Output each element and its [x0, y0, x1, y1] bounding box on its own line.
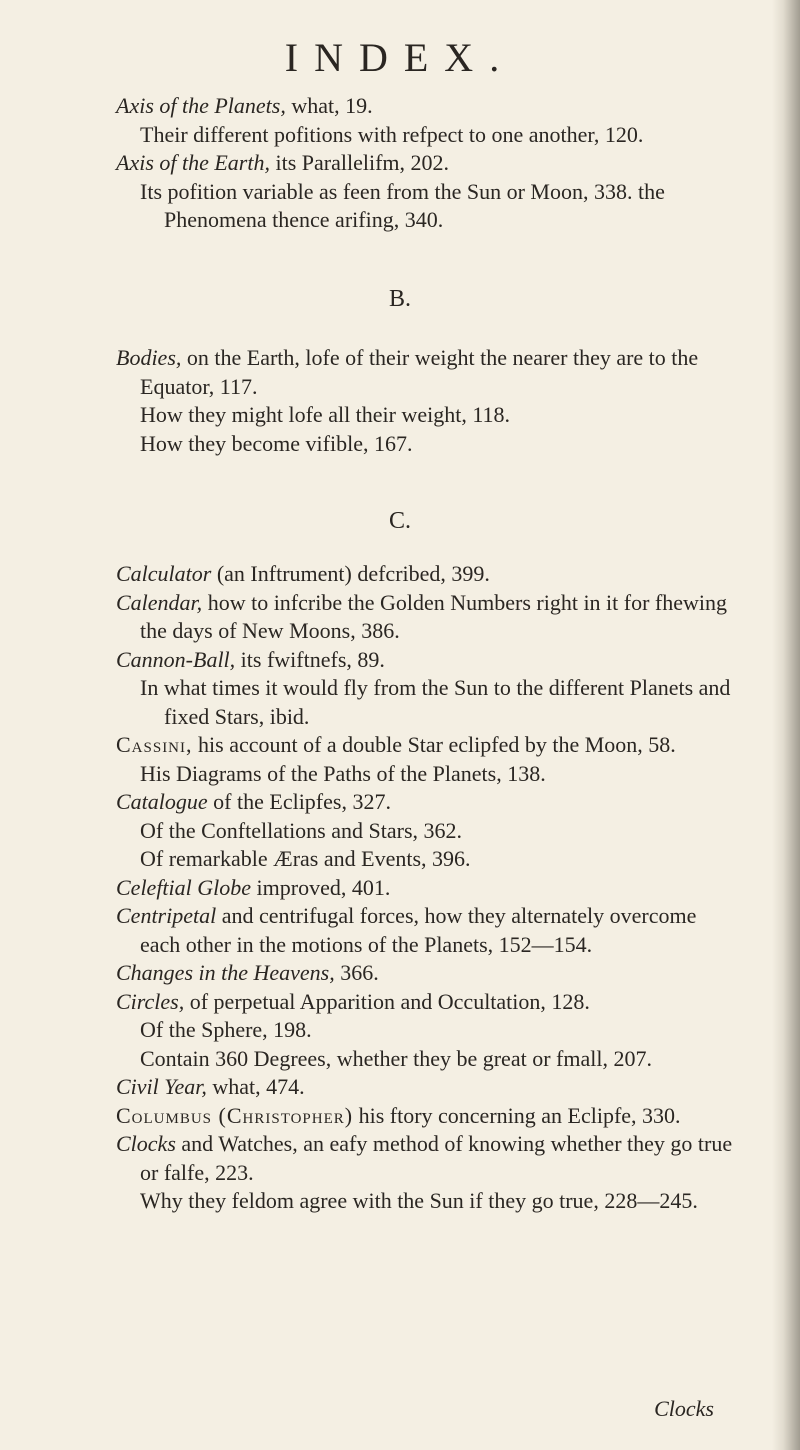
entry-text: its Parallelifm, 202.	[269, 150, 450, 175]
index-entry	[116, 1130, 740, 1187]
entry-heading: Civil Year,	[116, 1074, 207, 1099]
index-entry	[116, 731, 740, 760]
entry-text: His Diagrams of the Paths of the Planets, 138.	[140, 760, 546, 786]
entry-text: what, 474.	[206, 1074, 305, 1099]
entry-heading: Clocks	[116, 1131, 176, 1156]
catchword: Clocks	[654, 1396, 714, 1421]
entry-heading: Circles,	[116, 988, 185, 1014]
index-entry	[140, 121, 740, 150]
index-entry	[116, 988, 740, 1017]
index-entry	[116, 149, 740, 178]
index-entry	[140, 178, 740, 235]
entry-text: How they become vifible, 167.	[140, 430, 413, 456]
index-group-b	[0, 344, 800, 458]
entry-heading: Bodies,	[116, 345, 182, 370]
index-entry	[116, 344, 740, 401]
entry-text: In what times it would fly from the Sun to the different Planets and fixed Stars, ibid.	[140, 675, 731, 729]
section-heading-c: C.	[388, 508, 411, 534]
index-entry	[140, 1045, 740, 1074]
entry-heading: Celeftial Globe	[116, 874, 252, 900]
index-entry	[116, 902, 740, 959]
entry-text: and centrifugal forces, how they alternately overcome each other in the motions of the Planets, 152—154.	[140, 903, 697, 957]
entry-heading: Axis of the Earth,	[116, 150, 270, 175]
entry-text: (an Inftrument) defcribed, 399.	[211, 561, 490, 586]
section-heading-b: B.	[388, 286, 411, 312]
entry-heading: Calculator	[116, 561, 212, 586]
index-entry	[140, 1187, 740, 1216]
index-group-c	[0, 560, 800, 1216]
entry-text: how to infcribe the Golden Numbers right in it for fhewing the days of New Moons, 386.	[140, 589, 728, 643]
index-entry	[116, 646, 740, 675]
entry-heading: Centripetal	[116, 903, 217, 928]
index-entry	[140, 401, 740, 430]
index-entry	[116, 1102, 740, 1131]
index-entry	[116, 1073, 740, 1102]
entry-text: Of remarkable Æras and Events, 396.	[140, 846, 471, 871]
entry-heading: Changes in the Heavens,	[116, 960, 335, 985]
entry-text: Their different pofitions with refpect to one another, 120.	[140, 121, 644, 147]
index-group-a	[0, 92, 800, 235]
entry-heading: Columbus (Christopher)	[116, 1102, 354, 1128]
index-entry	[140, 430, 740, 459]
page-header: INDEX.	[284, 35, 516, 80]
entry-text: Of the Sphere, 198.	[140, 1017, 312, 1042]
index-entry	[140, 760, 740, 789]
index-entry	[116, 92, 740, 121]
entry-text: of the Eclipfes, 327.	[207, 789, 391, 814]
entry-text: what, 19.	[285, 93, 373, 118]
index-entry	[140, 817, 740, 846]
entry-text: of perpetual Apparition and Occultation, 128.	[184, 988, 590, 1014]
index-entry	[140, 1016, 740, 1045]
index-entry	[116, 589, 740, 646]
entry-heading: Catalogue	[116, 789, 208, 814]
entry-text: 366.	[334, 960, 379, 985]
entry-text: Why they feldom agree with the Sun if they go true, 228—245.	[140, 1188, 698, 1213]
index-entry	[140, 674, 740, 731]
entry-text: his ftory concerning an Eclipfe, 330.	[353, 1102, 681, 1128]
entry-text: Contain 360 Degrees, whether they be great or fmall, 207.	[140, 1045, 652, 1071]
index-entry	[116, 959, 740, 988]
entry-heading: Cassini,	[116, 732, 193, 757]
index-entry	[116, 788, 740, 817]
entry-text: Of the Conftellations and Stars, 362.	[140, 817, 463, 843]
entry-text: on the Earth, lofe of their weight the nearer they are to the Equator, 117.	[140, 345, 699, 399]
entry-text: Its pofition variable as feen from the Sun or Moon, 338. the Phenomena thence arifing, 340.	[140, 178, 665, 232]
entry-text: improved, 401.	[251, 874, 391, 900]
index-entry	[116, 560, 740, 589]
entry-heading: Cannon-Ball,	[116, 646, 236, 672]
entry-text: his account of a double Star eclipfed by the Moon, 58.	[192, 732, 676, 757]
index-entry	[140, 845, 740, 874]
entry-heading: Axis of the Planets,	[116, 93, 286, 118]
entry-heading: Calendar,	[116, 589, 203, 615]
page-edge-shadow	[772, 0, 800, 1450]
index-entry	[116, 874, 740, 903]
entry-text: and Watches, an eafy method of knowing whether they go true or falfe, 223.	[140, 1131, 733, 1185]
entry-text: How they might lofe all their weight, 118.	[140, 402, 511, 427]
entry-text: its fwiftnefs, 89.	[235, 646, 385, 672]
